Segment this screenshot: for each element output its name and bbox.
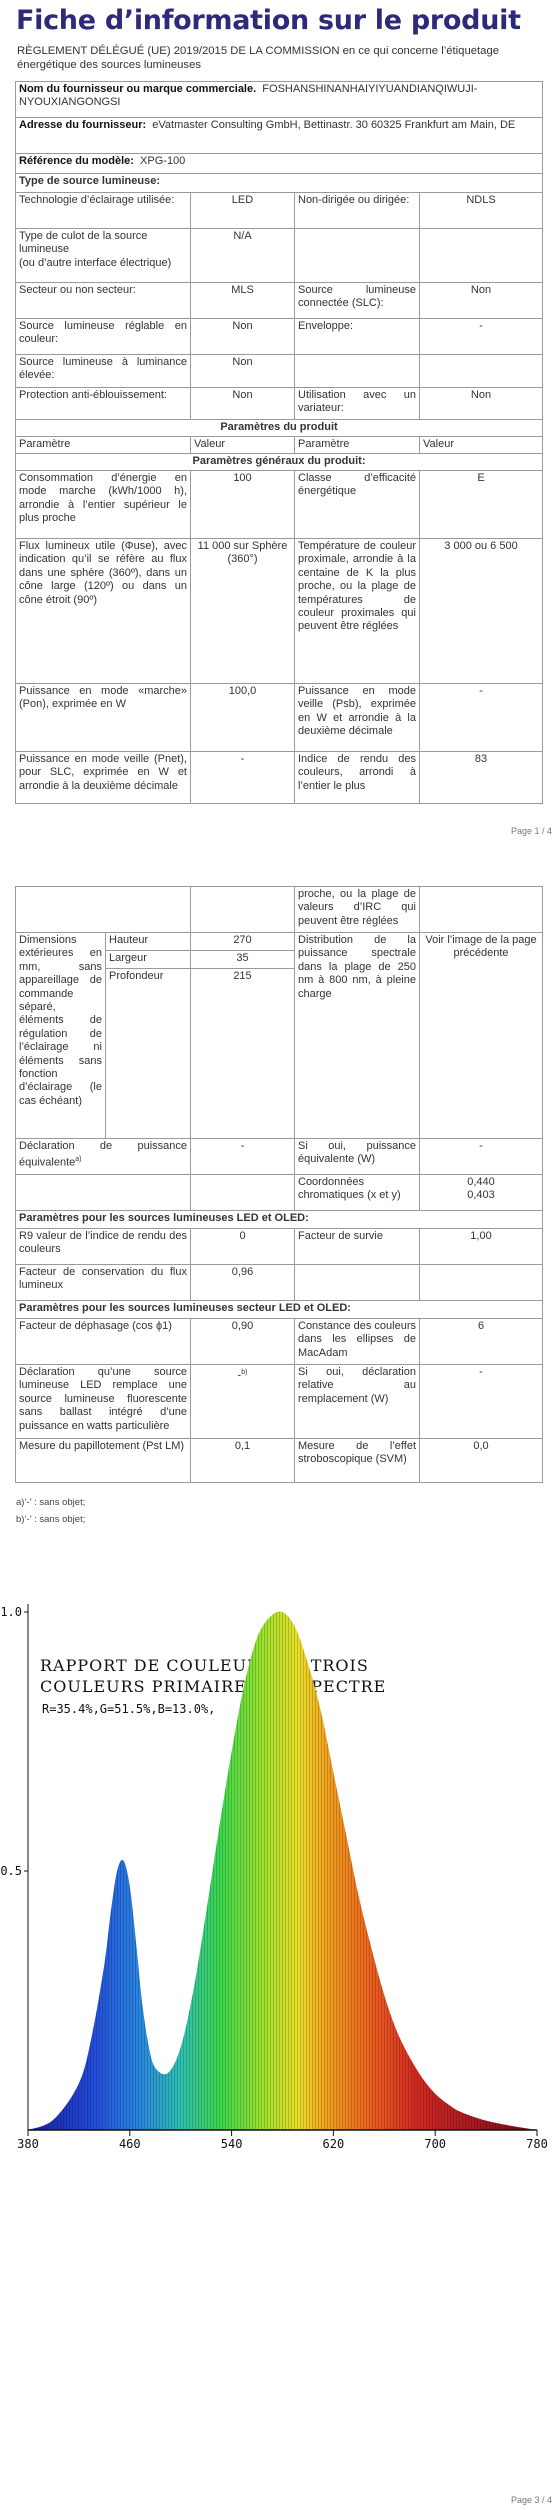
- mains-param-label: Constance des couleurs dans les ellipses de MacAdam: [295, 1319, 420, 1365]
- type-label: Protection anti-éblouissement:: [16, 388, 191, 420]
- param-label: Puissance en mode veille (Pnet), pour SLC, exprimée en W et arrondie à la deuxième décimale: [16, 752, 191, 804]
- dim-name: Profondeur: [106, 969, 191, 1139]
- type-label: Source lumineuse à luminance élevée:: [16, 355, 191, 388]
- chroma-y: 0,403: [467, 1189, 495, 1202]
- supplier-value: FOSHANSHINANHAIYIYUANDIANQIWUJI-NYOUXIANGONGSI: [19, 83, 478, 109]
- led-param-label: R9 valeur de l’indice de rendu des couleurs: [16, 1229, 191, 1265]
- type-value: -: [420, 319, 543, 355]
- type-label: Source lumineuse réglable en couleur:: [16, 319, 191, 355]
- dim-value: 35: [191, 951, 295, 969]
- type-label: Technologie d’éclairage utilisée:: [16, 193, 191, 229]
- param-label: Indice de rendu des couleurs, arrondi à l’entier le plus: [295, 752, 420, 804]
- spectral-label: Distribution de la puissance spectrale dans la plage de 250 nm à 800 nm, à pleine charge: [295, 933, 420, 1139]
- param-label: Flux lumineux utile (Φuse), avec indication qu’il se réfère au flux dans une sphère (360º), dans un cône large (120º) ou dans un cône étroit (90º): [16, 539, 191, 684]
- empty-cell: [16, 887, 191, 933]
- equiv-note: a): [75, 1156, 82, 1164]
- mains-param-value: -: [237, 1369, 242, 1382]
- chroma-values: [420, 1175, 543, 1211]
- type-value: Non: [191, 319, 295, 355]
- mains-param-value: 0,90: [191, 1319, 295, 1365]
- model-value: XPG-100: [140, 155, 186, 167]
- chart-title: RAPPORT DE COULEUR DES TROIS COULEURS PRIMAIRES DU SPECTRE: [40, 1656, 387, 1696]
- empty-cell: [16, 1175, 191, 1211]
- param-value: 100: [191, 471, 295, 539]
- led-param-label: [295, 1265, 420, 1301]
- product-info-table: [15, 81, 543, 804]
- equiv-w-value: -: [420, 1139, 543, 1175]
- type-value: MLS: [191, 283, 295, 319]
- type-value: [420, 355, 543, 388]
- param-label: Température de couleur proximale, arrondie à la centaine de K la plus proche, ou la plage de températures de couleur proximales qui peuvent être réglées: [295, 539, 420, 684]
- mains-params-title: Paramètres pour les sources lumineuses secteur LED et OLED:: [16, 1301, 543, 1319]
- y-tick-label: 0.5: [0, 1864, 22, 1878]
- dim-name: Hauteur: [106, 933, 191, 951]
- param-value: E: [420, 471, 543, 539]
- type-label: Secteur ou non secteur:: [16, 283, 191, 319]
- x-tick-label: 620: [322, 2137, 345, 2151]
- spectrum-stripes: [28, 1611, 537, 2130]
- model-row: [16, 154, 543, 174]
- chart-subtitle: R=35.4%,G=51.5%,B=13.0%,: [42, 1702, 216, 1716]
- param-label: Puissance en mode veille (Psb), exprimée en W et arrondie à la deuxième décimale: [295, 684, 420, 752]
- params-section-title: Paramètres du produit: [16, 420, 543, 437]
- product-info-table-continued: [15, 886, 543, 1483]
- type-label: Utilisation avec un variateur:: [295, 388, 420, 420]
- page-2: [0, 850, 557, 1530]
- spectral-value: Voir l’image de la page précédente: [420, 933, 543, 1139]
- type-value: NDLS: [420, 193, 543, 229]
- type-value: Non: [420, 388, 543, 420]
- type-value: Non: [420, 283, 543, 319]
- page-1: [0, 0, 557, 850]
- equiv-value: -: [191, 1139, 295, 1175]
- type-value: Non: [191, 388, 295, 420]
- mains-param-label: Déclaration qu’une source lumineuse LED remplace une source lumineuse fluorescente sans ballast intégré d’une puissance en watts particulière: [16, 1365, 191, 1439]
- equiv-w-label: Si oui, puissance équivalente (W): [295, 1139, 420, 1175]
- led-param-label: Facteur de conservation du flux lumineux: [16, 1265, 191, 1301]
- page-3: [0, 1530, 557, 2510]
- footnote-a: a)‘-’ : sans objet;: [16, 1497, 86, 1508]
- col-value-header: Valeur: [420, 437, 543, 454]
- type-value: Non: [191, 355, 295, 388]
- footnote-b: b)‘-’ : sans objet;: [16, 1514, 86, 1525]
- dim-value: 215: [191, 969, 295, 1139]
- led-param-value: 1,00: [420, 1229, 543, 1265]
- col-param-header: Paramètre: [295, 437, 420, 454]
- supplier-label: Nom du fournisseur ou marque commerciale.: [19, 83, 257, 95]
- led-param-value: 0: [191, 1229, 295, 1265]
- type-header: Type de source lumineuse:: [16, 174, 543, 193]
- mains-param-value: 0,1: [191, 1439, 295, 1483]
- mains-param-value-cell: [191, 1365, 295, 1439]
- param-value: 83: [420, 752, 543, 804]
- supplier-row: [16, 82, 543, 118]
- address-label: Adresse du fournisseur:: [19, 119, 147, 131]
- page-title: Fiche d’information sur le produit: [16, 5, 521, 36]
- address-row: [16, 118, 543, 154]
- type-value: LED: [191, 193, 295, 229]
- x-tick-label: 540: [220, 2137, 243, 2151]
- param-value: 100,0: [191, 684, 295, 752]
- general-params-title: Paramètres généraux du produit:: [16, 454, 543, 471]
- mains-param-value: 0,0: [420, 1439, 543, 1483]
- mains-param-label: Si oui, déclaration relative au remplacement (W): [295, 1365, 420, 1439]
- led-param-value: 0,96: [191, 1265, 295, 1301]
- mains-param-value: 6: [420, 1319, 543, 1365]
- type-label: Non-dirigée ou dirigée:: [295, 193, 420, 229]
- param-value: 11 000 sur Sphère (360°): [191, 539, 295, 684]
- empty-cell: [420, 887, 543, 933]
- type-value: N/A: [191, 229, 295, 283]
- param-label: Classe d’efficacité énergétique: [295, 471, 420, 539]
- type-label: Source lumineuse connectée (SLC):: [295, 283, 420, 319]
- x-tick-label: 700: [424, 2137, 447, 2151]
- dim-name: Largeur: [106, 951, 191, 969]
- dim-value: 270: [191, 933, 295, 951]
- col-value-header: Valeur: [191, 437, 295, 454]
- param-label: Consommation d’énergie en mode marche (kWh/1000 h), arrondie à l’entier supérieur le plus proche: [16, 471, 191, 539]
- y-tick-label: 1.0: [0, 1605, 22, 1619]
- page-number: Page 1 / 4: [511, 826, 553, 836]
- address-value: eVatmaster Consulting GmbH, Bettinastr. 30 60325 Frankfurt am Main, DE: [152, 119, 516, 131]
- replacement-note: b): [241, 1369, 248, 1376]
- empty-cell: [191, 887, 295, 933]
- empty-cell: [191, 1175, 295, 1211]
- equiv-cell: [16, 1139, 191, 1175]
- equiv-label: Déclaration de puissance équivalente: [19, 1140, 187, 1170]
- param-value: -: [420, 684, 543, 752]
- regulation-text: RÈGLEMENT DÉLÉGUÉ (UE) 2019/2015 DE LA COMMISSION en ce qui concerne l’étiquetage énergétique des sources lumineuses: [17, 45, 500, 71]
- x-tick-label: 380: [17, 2137, 39, 2151]
- col-param-header: Paramètre: [16, 437, 191, 454]
- param-value: 3 000 ou 6 500: [420, 539, 543, 684]
- dimensions-label: Dimensions extérieures en mm, sans appareillage de commande séparé, éléments de régulation de l’éclairage ni éléments sans fonction d’éclairage (le cas échéant): [16, 933, 106, 1139]
- mains-param-label: Mesure de l’effet stroboscopique (SVM): [295, 1439, 420, 1483]
- type-label: Enveloppe:: [295, 319, 420, 355]
- type-label: [295, 355, 420, 388]
- cri-label-continued: proche, ou la plage de valeurs d’IRC qui peuvent être réglées: [295, 887, 420, 933]
- model-label: Référence du modèle:: [19, 155, 134, 167]
- mains-param-label: Facteur de déphasage (cos ϕ1): [16, 1319, 191, 1365]
- param-label: Puissance en mode «marche» (Pon), exprimée en W: [16, 684, 191, 752]
- x-tick-label: 780: [526, 2137, 548, 2151]
- x-tick-label: 460: [118, 2137, 141, 2151]
- type-label: Type de culot de la source lumineuse (ou d’autre interface électrique): [16, 229, 191, 283]
- param-value: -: [191, 752, 295, 804]
- led-params-title: Paramètres pour les sources lumineuses LED et OLED:: [16, 1211, 543, 1229]
- page-number: Page 3 / 4: [511, 2495, 553, 2505]
- chroma-x: 0,440: [467, 1176, 495, 1188]
- led-param-value: [420, 1265, 543, 1301]
- mains-param-value: -: [420, 1365, 543, 1439]
- led-param-label: Facteur de survie: [295, 1229, 420, 1265]
- type-value: [420, 229, 543, 283]
- mains-param-label: Mesure du papillotement (Pst LM): [16, 1439, 191, 1483]
- spectrum-chart: [0, 1530, 557, 2430]
- type-label: [295, 229, 420, 283]
- chroma-label: Coordonnées chromatiques (x et y): [295, 1175, 420, 1211]
